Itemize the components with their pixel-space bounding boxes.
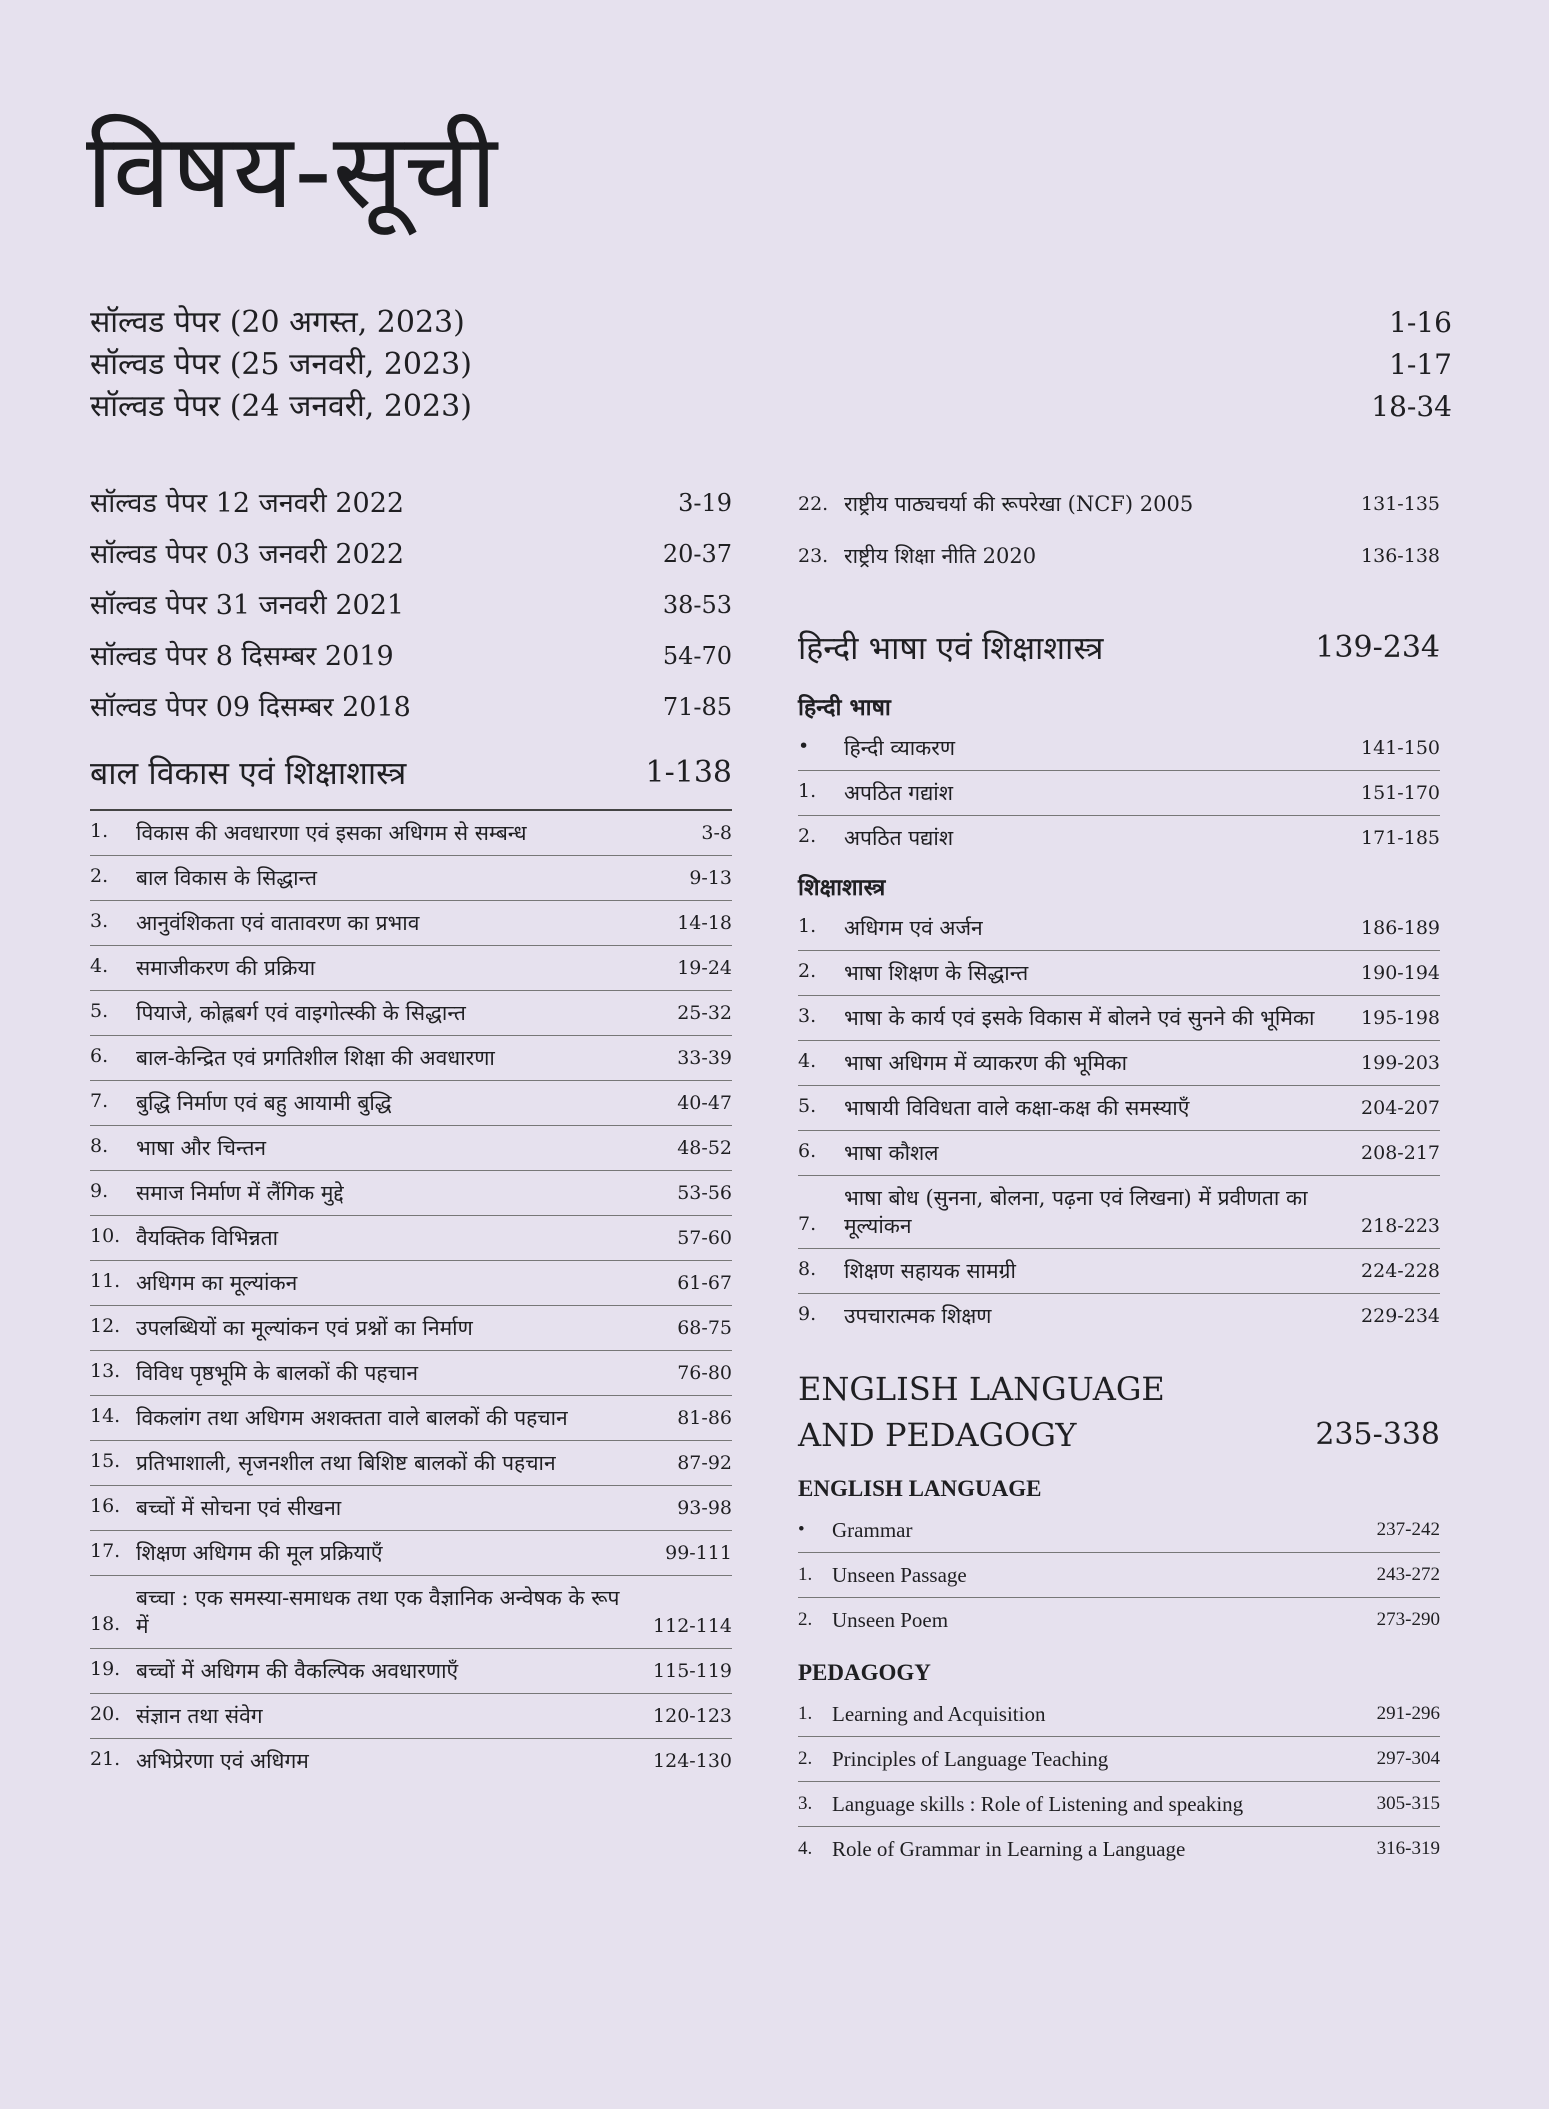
paper-pages: 20-37 bbox=[662, 540, 732, 568]
entry-number: 3. bbox=[798, 1005, 817, 1027]
toc-entry bbox=[798, 1176, 1440, 1249]
toc-entry bbox=[798, 1294, 1440, 1338]
subsection-heading: शिक्षाशास्त्र bbox=[798, 874, 886, 901]
subsection-heading: हिन्दी भाषा bbox=[798, 694, 891, 721]
entry-title: समाज निर्माण में लैंगिक मुद्दे bbox=[136, 1181, 344, 1205]
entry-number: 9. bbox=[90, 1180, 109, 1202]
toc-entry bbox=[798, 1086, 1440, 1131]
entry-pages: 3-8 bbox=[701, 822, 732, 844]
entry-title: अभिप्रेरणा एवं अधिगम bbox=[136, 1749, 309, 1773]
entry-pages: 243-272 bbox=[1376, 1564, 1440, 1585]
entry-pages: 76-80 bbox=[677, 1362, 732, 1384]
entry-number: 3. bbox=[798, 1793, 813, 1814]
entry-pages: 112-114 bbox=[653, 1615, 732, 1637]
entry-pages: 186-189 bbox=[1361, 917, 1440, 939]
section-heading-english bbox=[798, 1366, 1440, 1458]
entry-number: 18. bbox=[90, 1613, 121, 1635]
entry-pages: 53-56 bbox=[677, 1182, 732, 1204]
entry-title: बच्चों में अधिगम की वैकल्पिक अवधारणाएँ bbox=[136, 1659, 459, 1683]
entry-number: 1. bbox=[798, 1703, 813, 1724]
entry-pages: 199-203 bbox=[1361, 1052, 1440, 1074]
paper-row bbox=[90, 529, 732, 580]
section-pages: 139-234 bbox=[1315, 630, 1440, 665]
entry-title: Learning and Acquisition bbox=[832, 1702, 1046, 1726]
entry-pages: 68-75 bbox=[677, 1317, 732, 1339]
entry-pages: 229-234 bbox=[1361, 1305, 1440, 1327]
entry-pages: 48-52 bbox=[677, 1137, 732, 1159]
entry-title: संज्ञान तथा संवेग bbox=[136, 1704, 263, 1728]
entry-number: 8. bbox=[798, 1258, 817, 1280]
toc-entry bbox=[90, 1694, 732, 1739]
toc-entry bbox=[90, 1036, 732, 1081]
entry-number: 1. bbox=[798, 1564, 813, 1585]
entry-number: 20. bbox=[90, 1703, 121, 1725]
paper-label: सॉल्वड पेपर 8 दिसम्बर 2019 bbox=[90, 641, 394, 672]
section-pages: 235-338 bbox=[1315, 1417, 1440, 1452]
entry-pages: 171-185 bbox=[1361, 827, 1440, 849]
toc-entry bbox=[798, 771, 1440, 816]
entry-number: 11. bbox=[90, 1270, 121, 1292]
toc-entry bbox=[798, 530, 1440, 582]
entry-number: 15. bbox=[90, 1450, 121, 1472]
section-title: हिन्दी भाषा एवं शिक्षाशास्त्र bbox=[798, 629, 1104, 667]
entry-title: बच्चा : एक समस्या-समाधक तथा एक वैज्ञानिक अन्वेषक के रूप में bbox=[136, 1586, 620, 1638]
toc-entry bbox=[90, 811, 732, 856]
paper-row bbox=[90, 631, 732, 682]
entry-pages: 99-111 bbox=[665, 1542, 732, 1564]
entry-title: Unseen Passage bbox=[832, 1563, 967, 1587]
entry-pages: 61-67 bbox=[677, 1272, 732, 1294]
toc-entry bbox=[798, 1692, 1440, 1737]
solved-paper-pages: 18-34 bbox=[1371, 390, 1452, 423]
entry-title: Unseen Poem bbox=[832, 1608, 949, 1632]
entry-number: 2. bbox=[798, 1748, 813, 1769]
section-heading-child-development bbox=[90, 741, 732, 805]
toc-entry bbox=[798, 1598, 1440, 1642]
entry-number: 12. bbox=[90, 1315, 121, 1337]
entry-title: राष्ट्रीय शिक्षा नीति 2020 bbox=[844, 544, 1037, 568]
paper-row bbox=[90, 580, 732, 631]
entry-title: राष्ट्रीय पाठ्यचर्या की रूपरेखा (NCF) 2005 bbox=[844, 492, 1194, 516]
toc-entry bbox=[798, 1737, 1440, 1782]
entry-title: आनुवंशिकता एवं वातावरण का प्रभाव bbox=[136, 911, 420, 935]
entry-title: Grammar bbox=[832, 1518, 913, 1542]
entry-title: भाषा कौशल bbox=[844, 1141, 939, 1165]
entry-pages: 305-315 bbox=[1376, 1793, 1440, 1814]
entry-number: 7. bbox=[90, 1090, 109, 1112]
entry-number: • bbox=[798, 735, 810, 757]
entry-number: 16. bbox=[90, 1495, 121, 1517]
toc-entry bbox=[798, 1782, 1440, 1827]
solved-paper-pages: 1-17 bbox=[1389, 348, 1452, 381]
entry-number: 2. bbox=[798, 960, 817, 982]
toc-entry bbox=[90, 1531, 732, 1576]
entry-title: भाषा शिक्षण के सिद्धान्त bbox=[844, 961, 1029, 985]
entry-number: 1. bbox=[90, 820, 109, 842]
solved-paper-label: सॉल्वड पेपर (24 जनवरी, 2023) bbox=[90, 389, 472, 424]
entry-pages: 40-47 bbox=[677, 1092, 732, 1114]
entry-title: शिक्षण सहायक सामग्री bbox=[844, 1259, 1016, 1283]
paper-label: सॉल्वड पेपर 12 जनवरी 2022 bbox=[90, 488, 405, 519]
entry-pages: 316-319 bbox=[1376, 1838, 1440, 1859]
toc-entry bbox=[798, 951, 1440, 996]
entry-number: 4. bbox=[798, 1838, 813, 1859]
right-column bbox=[798, 478, 1440, 1871]
entry-title: Principles of Language Teaching bbox=[832, 1747, 1109, 1771]
toc-entry bbox=[90, 1351, 732, 1396]
entry-number: 2. bbox=[90, 865, 109, 887]
entry-title: शिक्षण अधिगम की मूल प्रक्रियाएँ bbox=[136, 1541, 383, 1565]
entry-pages: 93-98 bbox=[677, 1497, 732, 1519]
entry-title: प्रतिभाशाली, सृजनशील तथा बिशिष्ट बालकों की पहचान bbox=[136, 1451, 556, 1475]
paper-pages: 38-53 bbox=[662, 591, 732, 619]
entry-title: अधिगम का मूल्यांकन bbox=[136, 1271, 298, 1295]
toc-entry bbox=[90, 1126, 732, 1171]
entry-title: अधिगम एवं अर्जन bbox=[844, 916, 983, 940]
paper-row bbox=[90, 682, 732, 733]
toc-entry bbox=[90, 1261, 732, 1306]
entry-number: 2. bbox=[798, 1609, 813, 1630]
toc-entry bbox=[798, 1508, 1440, 1553]
toc-entry bbox=[798, 1131, 1440, 1176]
entry-number: 17. bbox=[90, 1540, 121, 1562]
toc-entry bbox=[90, 1306, 732, 1351]
toc-entry bbox=[90, 1396, 732, 1441]
entry-number: 19. bbox=[90, 1658, 121, 1680]
toc-entry bbox=[798, 996, 1440, 1041]
solved-paper-label: सॉल्वड पेपर (20 अगस्त, 2023) bbox=[90, 305, 465, 340]
entry-title: बच्चों में सोचना एवं सीखना bbox=[136, 1496, 342, 1520]
entry-pages: 204-207 bbox=[1361, 1097, 1440, 1119]
entry-number: 9. bbox=[798, 1303, 817, 1325]
entry-pages: 120-123 bbox=[653, 1705, 732, 1727]
subsection-heading: ENGLISH LANGUAGE bbox=[798, 1476, 1042, 1501]
entry-number: 7. bbox=[798, 1213, 817, 1235]
entry-number: 8. bbox=[90, 1135, 109, 1157]
entry-title: भाषा के कार्य एवं इसके विकास में बोलने एवं सुनने की भूमिका bbox=[844, 1006, 1315, 1030]
entry-pages: 19-24 bbox=[677, 957, 732, 979]
paper-pages: 71-85 bbox=[662, 693, 732, 721]
toc-entry bbox=[90, 1216, 732, 1261]
entry-number: • bbox=[798, 1519, 805, 1540]
entry-title: वैयक्तिक विभिन्नता bbox=[136, 1226, 279, 1250]
section-title-line1: ENGLISH LANGUAGE bbox=[798, 1370, 1165, 1408]
child-dev-list bbox=[90, 811, 732, 1783]
paper-label: सॉल्वड पेपर 03 जनवरी 2022 bbox=[90, 539, 405, 570]
toc-entry bbox=[90, 1171, 732, 1216]
entry-pages: 141-150 bbox=[1361, 737, 1440, 759]
entry-pages: 237-242 bbox=[1376, 1519, 1440, 1540]
entry-title: हिन्दी व्याकरण bbox=[844, 736, 956, 760]
entry-title: विविध पृष्ठभूमि के बालकों की पहचान bbox=[136, 1361, 419, 1385]
toc-entry bbox=[90, 1486, 732, 1531]
entry-pages: 291-296 bbox=[1376, 1703, 1440, 1724]
entry-pages: 81-86 bbox=[677, 1407, 732, 1429]
paper-pages: 54-70 bbox=[662, 642, 732, 670]
entry-title: समाजीकरण की प्रक्रिया bbox=[136, 956, 316, 980]
entry-title: भाषा और चिन्तन bbox=[136, 1136, 267, 1160]
entry-number: 5. bbox=[90, 1000, 109, 1022]
paper-row bbox=[90, 478, 732, 529]
entry-title: उपचारात्मक शिक्षण bbox=[844, 1304, 992, 1328]
entry-number: 10. bbox=[90, 1225, 121, 1247]
entry-pages: 87-92 bbox=[677, 1452, 732, 1474]
left-column bbox=[90, 478, 732, 1783]
entry-pages: 208-217 bbox=[1361, 1142, 1440, 1164]
recent-solved-papers bbox=[90, 302, 1452, 428]
entry-pages: 33-39 bbox=[677, 1047, 732, 1069]
entry-title: Language skills : Role of Listening and speaking bbox=[832, 1792, 1244, 1816]
toc-entry bbox=[798, 478, 1440, 530]
entry-pages: 57-60 bbox=[677, 1227, 732, 1249]
solved-paper-row bbox=[90, 302, 1452, 344]
toc-entry bbox=[798, 726, 1440, 771]
entry-title: पियाजे, कोह्लबर्ग एवं वाइगोत्स्की के सिद्धान्त bbox=[136, 1001, 466, 1025]
entry-number: 14. bbox=[90, 1405, 121, 1427]
entry-number: 6. bbox=[798, 1140, 817, 1162]
entry-pages: 195-198 bbox=[1361, 1007, 1440, 1029]
entry-title: भाषायी विविधता वाले कक्षा-कक्ष की समस्याएँ bbox=[844, 1096, 1190, 1120]
entry-pages: 297-304 bbox=[1376, 1748, 1440, 1769]
entry-title: अपठित गद्यांश bbox=[844, 781, 954, 805]
entry-title: भाषा बोध (सुनना, बोलना, पढ़ना एवं लिखना) में प्रवीणता का मूल्यांकन bbox=[844, 1186, 1308, 1238]
entry-pages: 25-32 bbox=[677, 1002, 732, 1024]
entry-title: विकास की अवधारणा एवं इसका अधिगम से सम्बन्ध bbox=[136, 821, 527, 845]
entry-pages: 124-130 bbox=[653, 1750, 732, 1772]
entry-number: 4. bbox=[798, 1050, 817, 1072]
toc-entry bbox=[798, 816, 1440, 860]
toc-entry bbox=[798, 906, 1440, 951]
entry-number: 21. bbox=[90, 1748, 121, 1770]
entry-title: बाल-केन्द्रित एवं प्रगतिशील शिक्षा की अवधारणा bbox=[136, 1046, 495, 1070]
entry-pages: 14-18 bbox=[677, 912, 732, 934]
entry-pages: 136-138 bbox=[1361, 545, 1440, 567]
section-title: बाल विकास एवं शिक्षाशास्त्र bbox=[90, 754, 407, 792]
section-heading-hindi bbox=[798, 616, 1440, 680]
toc-entry bbox=[90, 1441, 732, 1486]
entry-pages: 273-290 bbox=[1376, 1609, 1440, 1630]
solved-paper-row bbox=[90, 386, 1452, 428]
toc-entry bbox=[798, 1041, 1440, 1086]
entry-pages: 224-228 bbox=[1361, 1260, 1440, 1282]
toc-entry bbox=[798, 1553, 1440, 1598]
entry-number: 22. bbox=[798, 493, 829, 515]
entry-title: अपठित पद्यांश bbox=[844, 826, 954, 850]
solved-paper-label: सॉल्वड पेपर (25 जनवरी, 2023) bbox=[90, 347, 472, 382]
entry-pages: 190-194 bbox=[1361, 962, 1440, 984]
toc-entry bbox=[798, 1249, 1440, 1294]
entry-number: 1. bbox=[798, 915, 817, 937]
entry-title: बुद्धि निर्माण एवं बहु आयामी बुद्धि bbox=[136, 1091, 392, 1115]
toc-entry bbox=[90, 1649, 732, 1694]
entry-pages: 115-119 bbox=[653, 1660, 732, 1682]
entry-number: 5. bbox=[798, 1095, 817, 1117]
toc-entry bbox=[798, 1827, 1440, 1871]
paper-label: सॉल्वड पेपर 09 दिसम्बर 2018 bbox=[90, 692, 411, 723]
toc-entry bbox=[90, 1576, 732, 1649]
entry-pages: 218-223 bbox=[1361, 1215, 1440, 1237]
entry-title: विकलांग तथा अधिगम अशक्तता वाले बालकों की पहचान bbox=[136, 1406, 568, 1430]
entry-title: बाल विकास के सिद्धान्त bbox=[136, 866, 317, 890]
toc-entry bbox=[90, 946, 732, 991]
toc-entry bbox=[90, 1739, 732, 1783]
entry-pages: 151-170 bbox=[1361, 782, 1440, 804]
entry-number: 13. bbox=[90, 1360, 121, 1382]
paper-pages: 3-19 bbox=[678, 489, 732, 517]
entry-title: Role of Grammar in Learning a Language bbox=[832, 1837, 1186, 1861]
section-pages: 1-138 bbox=[645, 755, 732, 790]
toc-entry bbox=[90, 901, 732, 946]
entry-pages: 9-13 bbox=[689, 867, 732, 889]
solved-paper-row bbox=[90, 344, 1452, 386]
toc-entry bbox=[90, 1081, 732, 1126]
entry-number: 23. bbox=[798, 545, 829, 567]
section-title-line2: AND PEDAGOGY bbox=[798, 1416, 1077, 1454]
toc-entry bbox=[90, 856, 732, 901]
entry-number: 3. bbox=[90, 910, 109, 932]
page-title: विषय-सूची bbox=[86, 110, 498, 232]
entry-number: 6. bbox=[90, 1045, 109, 1067]
entry-title: भाषा अधिगम में व्याकरण की भूमिका bbox=[844, 1051, 1128, 1075]
paper-label: सॉल्वड पेपर 31 जनवरी 2021 bbox=[90, 590, 405, 621]
entry-title: उपलब्धियों का मूल्यांकन एवं प्रश्नों का निर्माण bbox=[136, 1316, 473, 1340]
entry-pages: 131-135 bbox=[1361, 493, 1440, 515]
entry-number: 2. bbox=[798, 825, 817, 847]
subsection-heading: PEDAGOGY bbox=[798, 1660, 931, 1685]
entry-number: 4. bbox=[90, 955, 109, 977]
toc-entry bbox=[90, 991, 732, 1036]
entry-number: 1. bbox=[798, 780, 817, 802]
solved-paper-pages: 1-16 bbox=[1389, 306, 1452, 339]
